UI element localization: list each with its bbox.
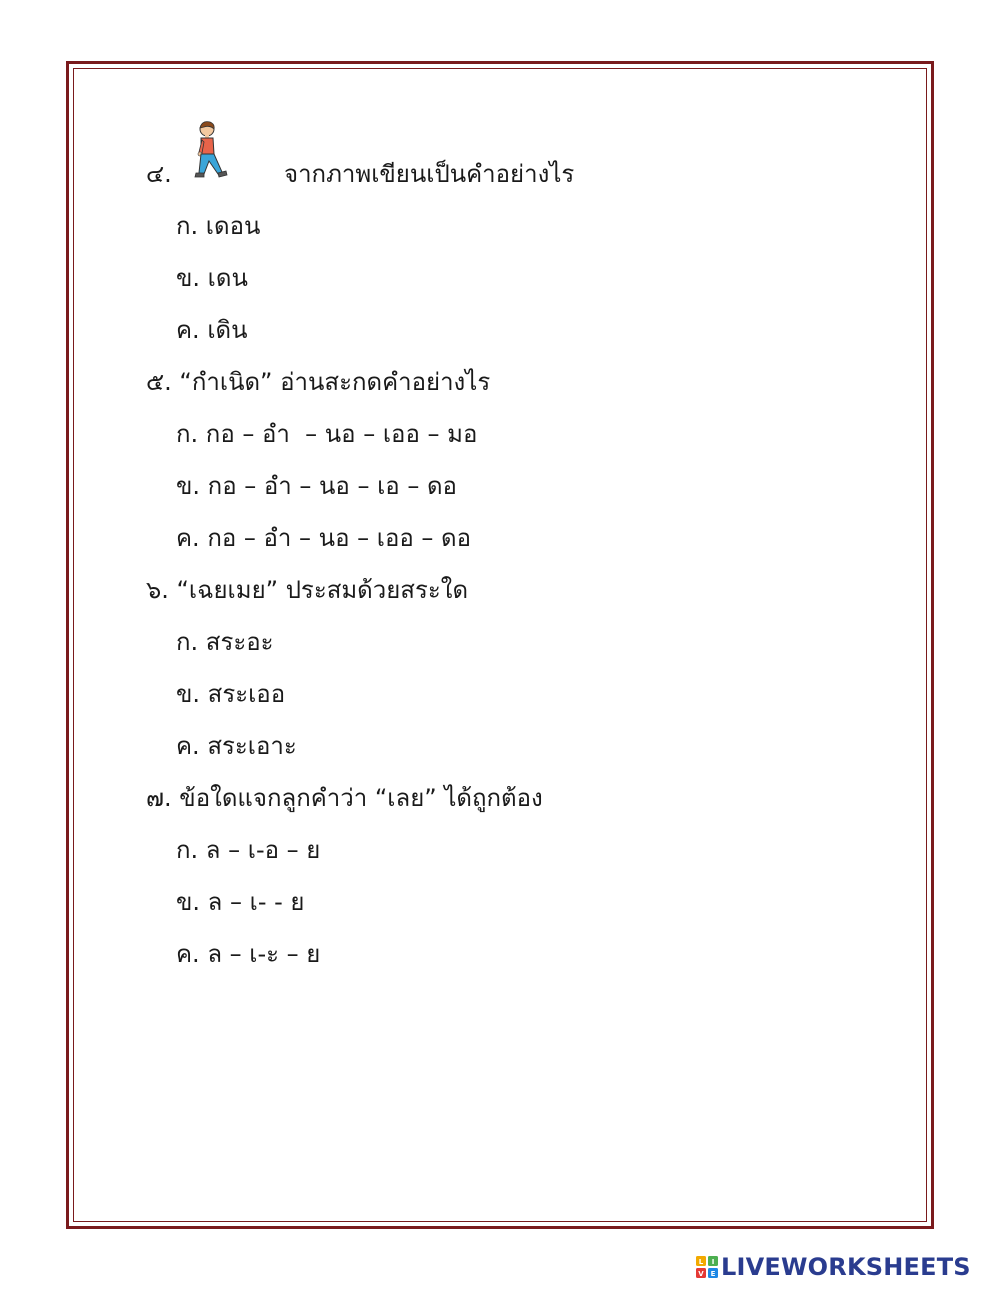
question-7-text: ๗. ข้อใดแจกลูกคำว่า “เลย” ได้ถูกต้อง	[146, 784, 543, 812]
question-5-option-c[interactable]: ค. กอ – อำ – นอ – เออ – ดอ	[176, 524, 472, 552]
question-6-option-a[interactable]: ก. สระอะ	[176, 628, 274, 656]
question-4-option-a[interactable]: ก. เดอน	[176, 212, 261, 240]
logo-letter-v: V	[698, 1270, 704, 1278]
question-5-option-a[interactable]: ก. กอ – อำ – นอ – เออ – มอ	[176, 420, 478, 448]
logo-letter-l: L	[698, 1258, 704, 1266]
logo-letter-e: E	[710, 1270, 716, 1278]
question-4-number: ๔.	[146, 160, 172, 188]
question-7-option-c[interactable]: ค. ล – เ-ะ – ย	[176, 940, 321, 968]
question-6-option-c[interactable]: ค. สระเอาะ	[176, 732, 297, 760]
question-4-option-b[interactable]: ข. เดน	[176, 264, 248, 292]
question-6-option-b[interactable]: ข. สระเออ	[176, 680, 286, 708]
walking-boy-icon	[190, 120, 230, 182]
question-7-option-a[interactable]: ก. ล – เ-อ – ย	[176, 836, 321, 864]
liveworksheets-logo-icon	[696, 1256, 718, 1278]
question-7-option-b[interactable]: ข. ล – เ- - ย	[176, 888, 305, 916]
brand-name: LIVEWORKSHEETS	[721, 1253, 971, 1281]
question-5-text: ๕. “กำเนิด” อ่านสะกดคำอย่างไร	[146, 368, 491, 396]
logo-letter-i: I	[711, 1258, 715, 1266]
question-5-option-b[interactable]: ข. กอ – อำ – นอ – เอ – ดอ	[176, 472, 457, 500]
question-4-text: จากภาพเขียนเป็นคำอย่างไร	[284, 160, 575, 188]
question-6-text: ๖. “เฉยเมย” ประสมด้วยสระใด	[146, 576, 469, 604]
question-4-option-c[interactable]: ค. เดิน	[176, 316, 248, 344]
liveworksheets-brand	[696, 1253, 971, 1281]
